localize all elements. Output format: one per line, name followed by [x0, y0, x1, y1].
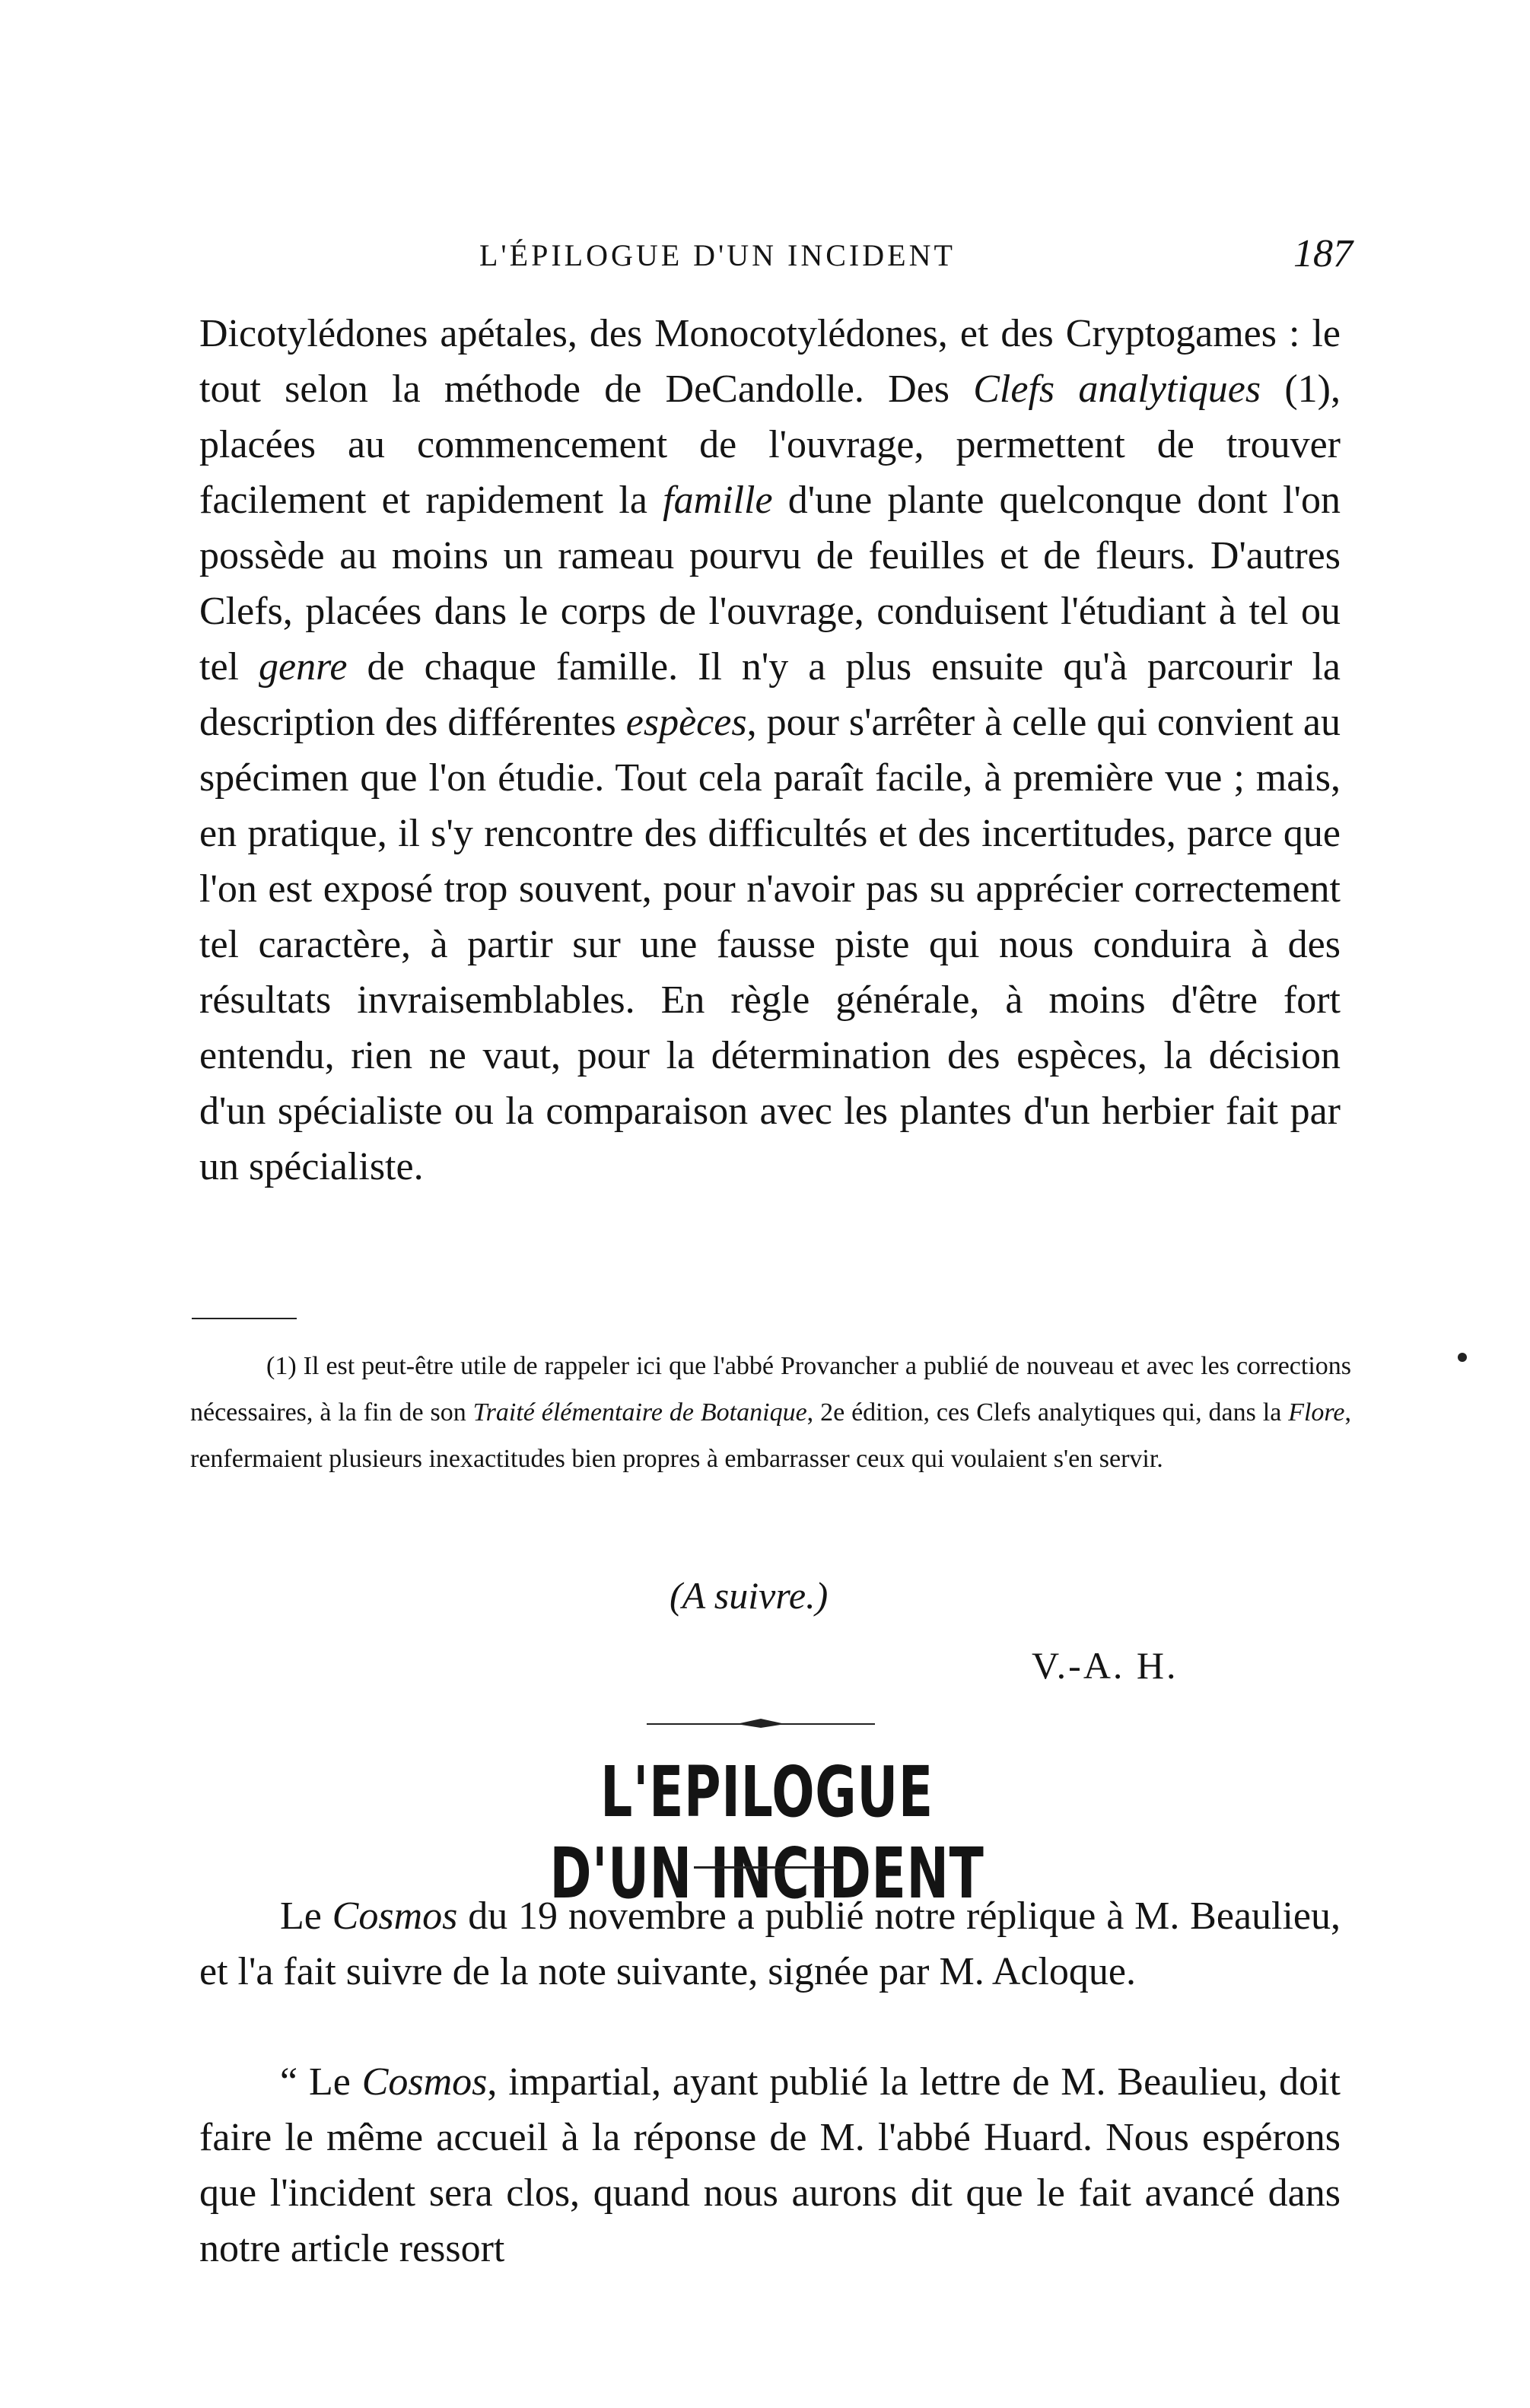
page-number: 187 — [1293, 232, 1353, 275]
author-signature: V.-A. H. — [1032, 1644, 1179, 1687]
italic-span: Traité élémentaire de Botanique — [472, 1398, 807, 1427]
italic-span: Clefs analytiques — [973, 367, 1261, 411]
italic-span: Cosmos — [332, 1894, 458, 1938]
section-ornament — [647, 1716, 875, 1732]
footnote-divider — [192, 1318, 297, 1319]
italic-span: genre — [259, 645, 348, 689]
running-head: L'ÉPILOGUE D'UN INCIDENT — [479, 238, 956, 272]
text-span: “ Le — [280, 2060, 362, 2104]
text-span: du 19 novembre a publié notre réplique à M. Beaulieu, et l'a fait suivre de la note suivante, signée par M. Acloque. — [199, 1894, 1341, 1993]
italic-span: Cosmos — [361, 2060, 488, 2104]
text-span: de chaque famille. Il n'y a plus ensuite qu'à parcourir la description des différentes — [199, 645, 1341, 744]
continuation-note: (A suivre.) — [670, 1574, 829, 1617]
section-title: L'EPILOGUE D'UN INCIDENT — [549, 1751, 984, 1914]
text-span: , pour s'arrêter à celle qui convient au spécimen que l'on étudie. Tout cela paraît facile, à première vue ; mais, en pratique, il s'y rencontre des difficultés et des incertitudes, parce que l'on est exposé trop souvent, pour n'avoir pas su apprécier correctement tel caractère, à partir sur une fausse piste qui nous conduira à des résultats invraisemblables. En règle générale, à moins d'être fort entendu, rien ne vaut, pour la détermination des espèces, la décision d'un spécialiste ou la comparaison avec les plantes d'un herbier fait par un spécialiste. — [199, 701, 1341, 1188]
title-divider — [694, 1866, 835, 1869]
body-paragraph-3 — [199, 2054, 1341, 2276]
stray-mark — [1458, 1353, 1467, 1362]
italic-span: Flore — [1288, 1398, 1345, 1427]
text-span: Le — [280, 1894, 332, 1938]
text-span: Dicotylédones apétales, des Monocotylédones, et des Cryptogames : le tout selon la méthode de DeCandolle. Des — [199, 312, 1341, 411]
text-span: (1) Il est peut-être utile de rappeler ici que l'abbé Provancher a publié de nouveau et avec les corrections nécessaires, à la fin de son — [190, 1352, 1351, 1427]
body-paragraph-1 — [199, 306, 1341, 1194]
text-span: , impartial, ayant publié la lettre de M. Beaulieu, doit faire le même accueil à la réponse de M. l'abbé Huard. Nous espérons que l'incident sera clos, quand nous aurons dit que le fait avancé dans notre article ressort — [199, 2060, 1341, 2270]
text-span: , renfermaient plusieurs inexactitudes bien propres à embarrasser ceux qui voulaient s'en servir. — [190, 1398, 1351, 1473]
italic-span: espèces — [625, 701, 747, 744]
text-span: d'une plante quelconque dont l'on possède au moins un rameau pourvu de feuilles et de fleurs. D'autres Clefs, placées dans le corps de l'ouvrage, conduisent l'étudiant à tel ou tel — [199, 479, 1341, 689]
text-span: (1), placées au commencement de l'ouvrage, permettent de trouver facilement et rapidement la — [199, 367, 1341, 522]
italic-span: famille — [663, 479, 773, 522]
body-paragraph-2 — [199, 1888, 1341, 1999]
text-span: , 2e édition, ces Clefs analytiques qui, dans la — [806, 1398, 1289, 1427]
footnote — [190, 1343, 1351, 1482]
